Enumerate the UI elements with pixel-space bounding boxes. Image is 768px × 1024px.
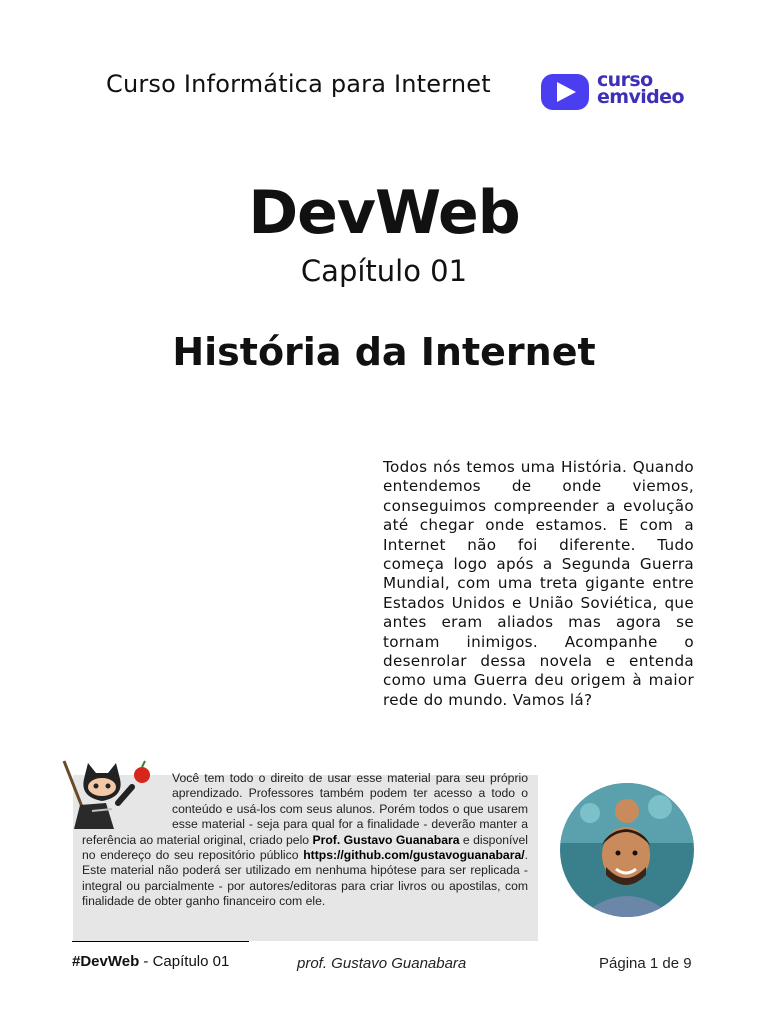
logo-line-1: curso xyxy=(597,69,653,91)
footer-chapter xyxy=(72,953,229,970)
logo-text xyxy=(597,69,684,108)
cursoemvideo-logo xyxy=(541,69,696,112)
octocat-mascot-icon xyxy=(58,755,154,833)
footer-chapter-label: - Capítulo 01 xyxy=(139,953,230,970)
footer-hashtag: #DevWeb xyxy=(72,953,140,970)
license-text-part-2: e disponível no endereço do seu repositório público xyxy=(82,832,528,863)
footer-divider xyxy=(72,941,249,942)
chapter-subject: História da Internet xyxy=(172,330,596,374)
logo-badge xyxy=(541,74,589,110)
author-avatar-icon xyxy=(560,783,694,917)
course-title: Curso Informática para Internet xyxy=(106,70,491,98)
footer-author: prof. Gustavo Guanabara xyxy=(297,955,467,972)
page-number: Página 1 de 9 xyxy=(599,955,692,972)
repository-link[interactable]: https://github.com/gustavoguanabara/ xyxy=(303,848,525,863)
license-author: Prof. Gustavo Guanabara xyxy=(312,832,460,847)
chapter-label: Capítulo 01 xyxy=(300,254,468,288)
logo-line-2: emvideo xyxy=(597,86,684,108)
intro-paragraph: Todos nós temos uma História. Quando entendemos de onde viemos, conseguimos compreender a evolução até chegar onde estamos. E com a Internet não foi diferente. Tudo começa logo após a Segunda Guerra Mundial, com uma treta gigante entre Estados Unidos e União Soviética, que antes eram aliados mas agora se tornam inimigos. Acompanhe o desenrolar dessa novela e entenda como uma Guerra deu origem à maior rede do mundo. Vamos lá? xyxy=(383,458,694,709)
license-text-part-3: . Este material não poderá ser utilizado em nenhuma hipótese para ser replicada - integral ou parcialmente - por autores/editoras para criar livros ou apostilas, com finalidade de obter ganho financeiro com ele. xyxy=(82,848,528,909)
document-title: DevWeb xyxy=(248,178,520,248)
license-text-part-1: Você tem todo o direito de usar esse material para seu próprio aprendizado. Professores também podem ter acesso a todo o conteúdo e usá-los com seus alunos. Porém todos o que usarem esse material - seja para qual for a finalidade - deverão manter a referência ao material original, criado pelo xyxy=(82,771,528,847)
play-icon xyxy=(554,82,578,102)
